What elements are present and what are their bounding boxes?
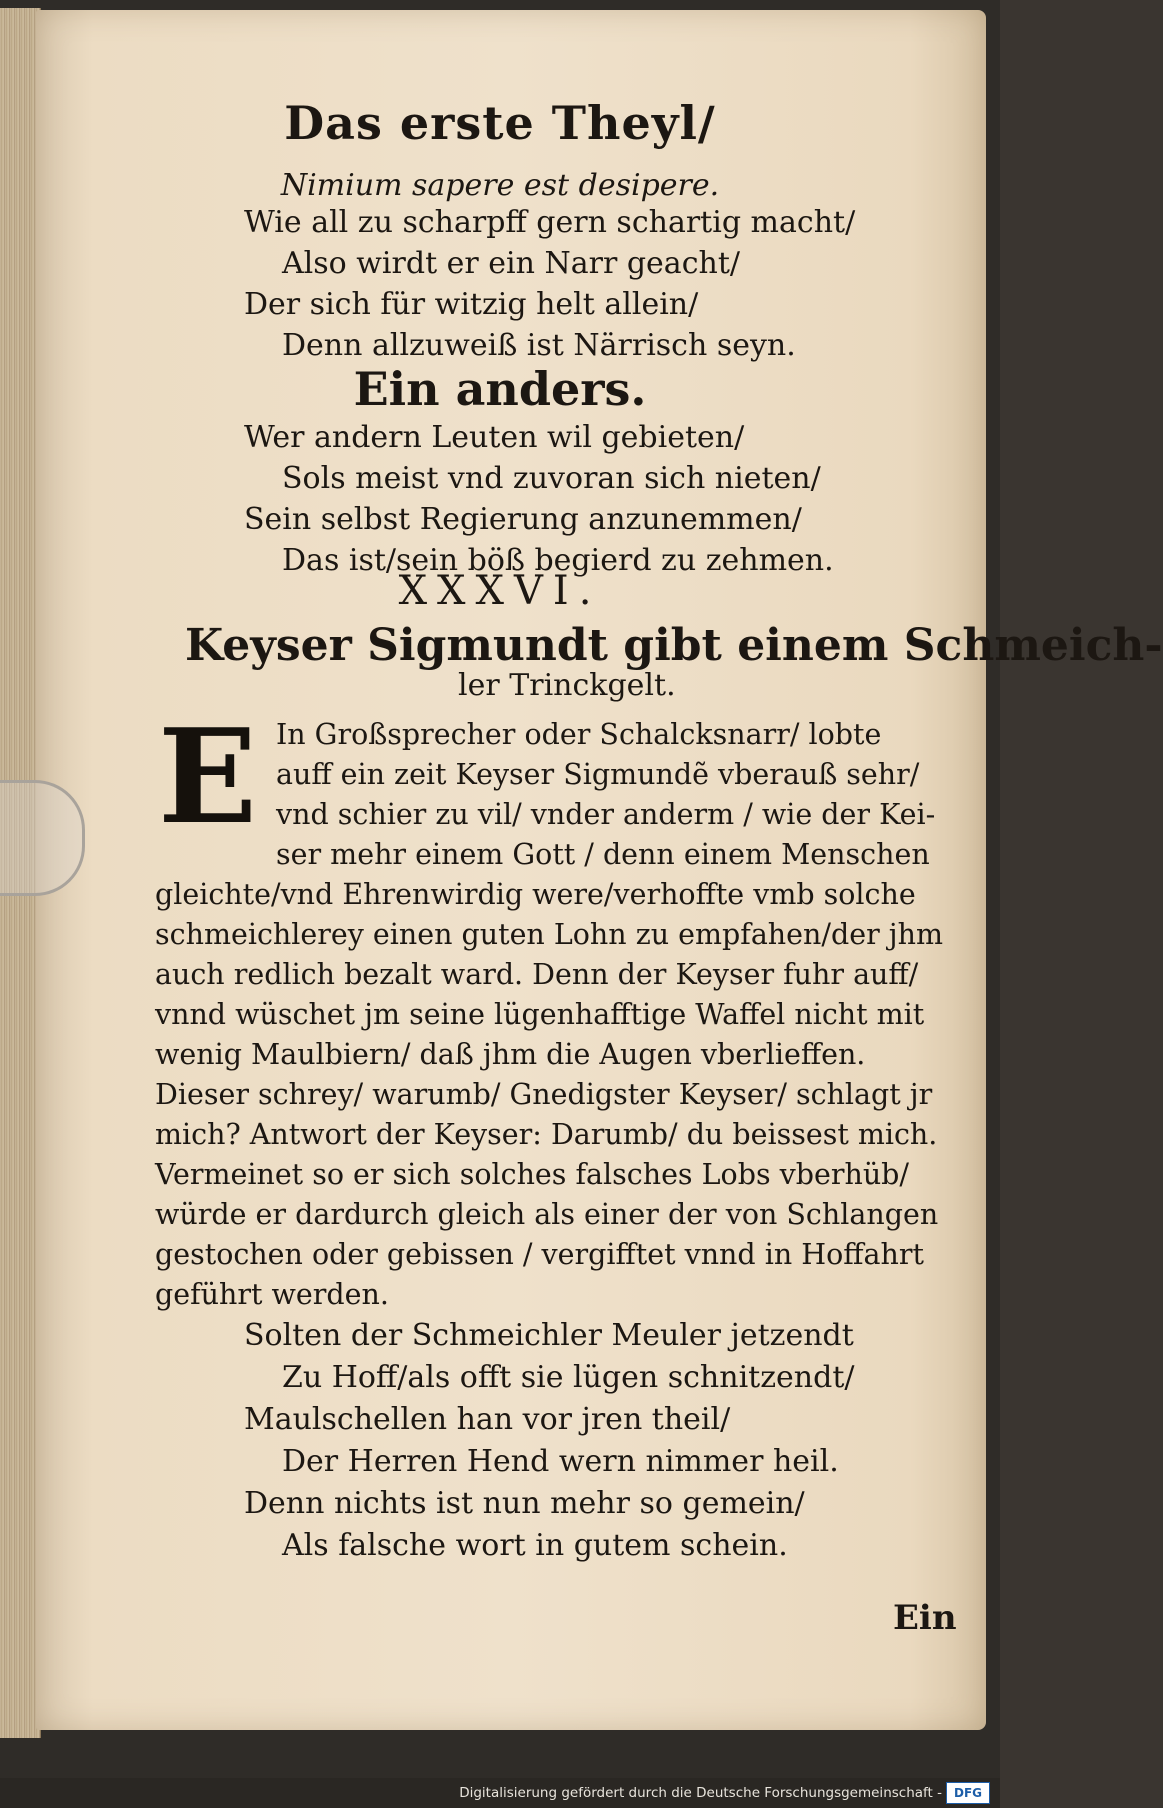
- prose-line: In Großsprecher oder Schalcksnarr/ lobte: [276, 718, 882, 751]
- verse-line: Solten der Schmeichler Meuler jetzendt: [244, 1318, 854, 1353]
- verse-line: Maulschellen han vor jren theil/: [244, 1402, 731, 1437]
- chapter-title-continuation: ler Trinckgelt.: [458, 668, 676, 703]
- verse-line: Also wirdt er ein Narr geacht/: [282, 246, 740, 281]
- verse-line: Wer andern Leuten wil gebieten/: [244, 420, 745, 455]
- chapter-title: Keyser Sigmundt gibt einem Schmeich-: [185, 620, 1163, 671]
- verse-line: Sein selbst Regierung anzunemmen/: [244, 502, 802, 537]
- running-head: Das erste Theyl/: [284, 96, 716, 150]
- verse-line: Zu Hoff/als offt sie lügen schnitzendt/: [282, 1360, 855, 1395]
- dfg-logo[interactable]: DFG: [946, 1782, 990, 1804]
- funding-credit: Digitalisierung gefördert durch die Deutsche Forschungsgemeinschaft -: [459, 1785, 942, 1801]
- sub-heading: Ein anders.: [353, 362, 647, 416]
- clasp-clip: [0, 780, 85, 896]
- prose-line: Dieser schrey/ warumb/ Gnedigster Keyser/ schlagt jr: [155, 1078, 933, 1111]
- verse-line: Als falsche wort in gutem schein.: [282, 1528, 788, 1563]
- prose-line: schmeichlerey einen guten Lohn zu empfahen/der jhm: [155, 918, 943, 951]
- prose-line: Vermeinet so er sich solches falsches Lobs vberhüb/: [155, 1158, 910, 1191]
- prose-line: wenig Maulbiern/ daß jhm die Augen vberlieffen.: [155, 1038, 866, 1071]
- latin-motto: Nimium sapere est desipere.: [280, 168, 720, 203]
- decorated-initial: E: [158, 700, 258, 853]
- prose-line: auch redlich bezalt ward. Denn der Keyser fuhr auff/: [155, 958, 919, 991]
- prose-line: gleichte/vnd Ehrenwirdig were/verhoffte vmb solche: [155, 878, 916, 911]
- verse-line: Denn allzuweiß ist Närrisch seyn.: [282, 328, 796, 363]
- verse-line: Das ist/sein böß begierd zu zehmen.: [282, 543, 834, 578]
- prose-line: mich? Antwort der Keyser: Darumb/ du beissest mich.: [155, 1118, 938, 1151]
- prose-line: vnd schier zu vil/ vnder anderm / wie der Kei-: [276, 798, 936, 831]
- verse-line: Der Herren Hend wern nimmer heil.: [282, 1444, 839, 1479]
- prose-line: gestochen oder gebissen / vergifftet vnnd in Hoffahrt: [155, 1238, 924, 1271]
- prose-line: auff ein zeit Keyser Sigmundẽ vberauß sehr/: [276, 758, 920, 791]
- verse-line: Sols meist vnd zuvoran sich nieten/: [282, 461, 821, 496]
- prose-line: geführt werden.: [155, 1278, 389, 1311]
- verse-line: Der sich für witzig helt allein/: [244, 287, 699, 322]
- prose-line: vnnd wüschet jm seine lügenhafftige Waffel nicht mit: [155, 998, 925, 1031]
- chapter-number: XXXVI.: [398, 568, 602, 614]
- verse-line: Denn nichts ist nun mehr so gemein/: [244, 1486, 805, 1521]
- prose-line: würde er dardurch gleich als einer der von Schlangen: [155, 1198, 939, 1231]
- verse-line: Wie all zu scharpff gern schartig macht/: [244, 205, 856, 240]
- prose-line: ser mehr einem Gott / denn einem Menschen: [276, 838, 930, 871]
- catchword: Ein: [893, 1598, 957, 1638]
